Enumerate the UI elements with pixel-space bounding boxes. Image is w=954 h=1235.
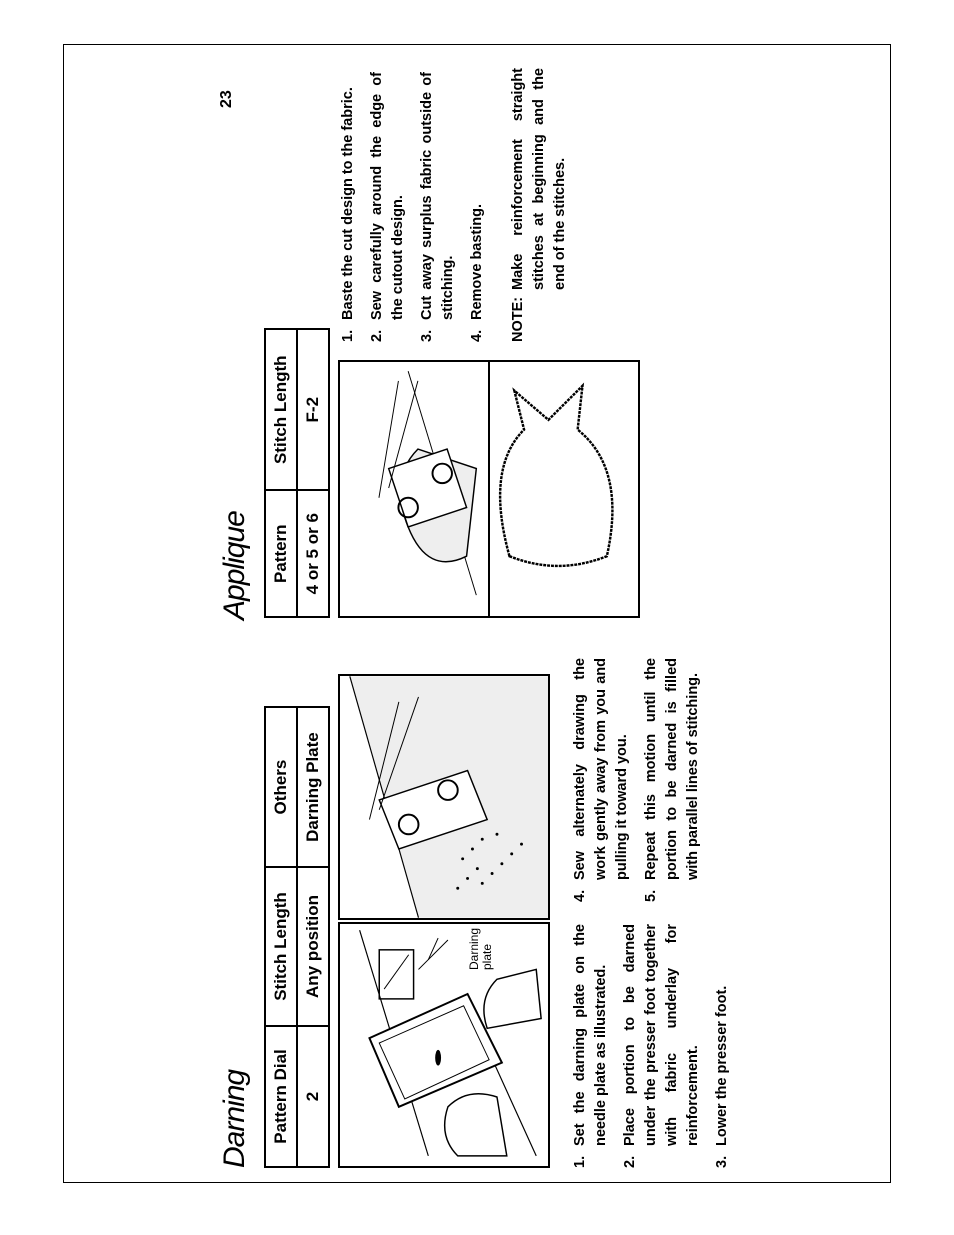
applique-value-pattern: 4 or 5 or 6: [297, 490, 329, 617]
applique-step-1: 1. Baste the cut design to the fabric.: [340, 87, 356, 342]
applique-tulip-illustration: [488, 360, 640, 618]
darning-value-pattern-dial: 2: [297, 1026, 329, 1167]
applique-tulip-drawing: [490, 362, 638, 616]
rotated-content: [218, 68, 918, 1168]
darning-header-stitch-length: Stitch Length: [265, 867, 297, 1026]
applique-sewing-illustration: [338, 360, 490, 618]
applique-step-3: 3. Cut away surplus fabric outside of stitching.: [419, 72, 456, 342]
applique-header-pattern: Pattern: [265, 490, 297, 617]
darning-step-5: 5. Repeat this motion until the portion to be darned is filled with parallel lines of stitching.: [643, 658, 701, 902]
darning-title: Darning: [218, 1069, 251, 1168]
darning-steps-right: [570, 658, 712, 902]
darning-step-1: 1. Set the darning plate on the needle plate as illustrated.: [572, 924, 609, 1168]
page-number: 23: [218, 90, 235, 108]
darning-value-stitch-length: Any position: [297, 867, 329, 1026]
darning-header-others: Others: [265, 707, 297, 867]
darning-stitching-drawing: [340, 676, 548, 918]
darning-plate-drawing: [340, 924, 548, 1166]
applique-spec-table: [264, 328, 330, 618]
applique-title: Applique: [218, 511, 251, 620]
darning-step-4: 4. Sew alternately drawing the work gently away from you and pulling it toward you.: [572, 658, 630, 902]
applique-sewing-drawing: [340, 362, 488, 616]
darning-step-2: 2. Place portion to be darned under the presser foot together with fabric underlay for reinforcement.: [622, 924, 701, 1168]
applique-value-stitch-length: F-2: [297, 329, 329, 490]
applique-header-stitch-length: Stitch Length: [265, 329, 297, 490]
note-text: Make reinforcement straight stitches at beginning and the end of the stitches.: [510, 68, 568, 290]
darning-header-pattern-dial: Pattern Dial: [265, 1026, 297, 1167]
applique-steps: [338, 72, 496, 342]
darning-stitching-illustration: [338, 674, 550, 920]
applique-step-4: 4. Remove basting.: [469, 203, 485, 342]
note-label: NOTE:: [510, 296, 526, 342]
darning-plate-label: Darning plate: [467, 927, 494, 970]
applique-note: [508, 68, 571, 342]
darning-spec-table: [264, 706, 330, 1168]
applique-step-2: 2. Sew carefully around the edge of the cutout design.: [369, 72, 406, 342]
darning-value-others: Darning Plate: [297, 707, 329, 867]
darning-plate-illustration: [338, 922, 550, 1168]
darning-steps-left: [570, 924, 741, 1168]
darning-step-3: 3. Lower the presser foot.: [714, 985, 730, 1168]
